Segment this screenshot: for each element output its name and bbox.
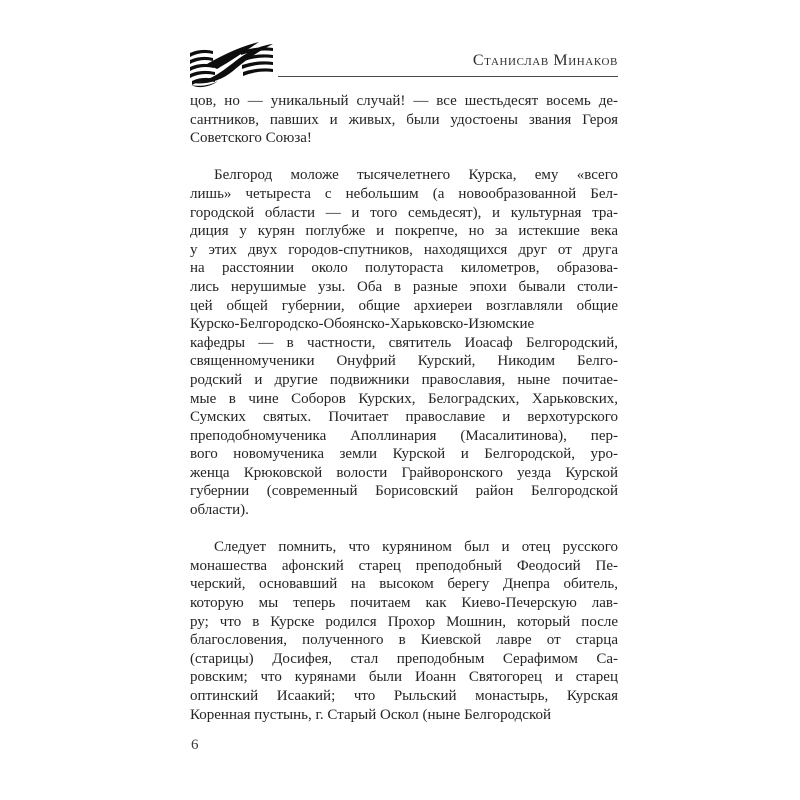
- text-line: цей общей губернии, общие архиереи возглавляли общие: [190, 297, 618, 314]
- text-line: диция у курян поглубже и покрепче, но за истекшие века: [190, 223, 618, 240]
- text-line: лишь» четыреста с небольшим (а новообразованной Бел-: [190, 185, 618, 202]
- header-rule: [278, 76, 618, 77]
- page-header: [190, 36, 618, 92]
- text-line: ру; что в Курске родился Прохор Мошнин, который после: [190, 613, 618, 630]
- text-line: области).: [190, 502, 249, 519]
- text-line: кафедры — в частности, святитель Иоасаф Белгородский,: [190, 334, 618, 351]
- text-line: Курско-Белгородско-Обоянско-Харьковско-Изюмские: [190, 316, 535, 333]
- paragraph: [190, 166, 618, 519]
- text-line: городской области — и того семьдесят), и культурная тра-: [190, 204, 618, 221]
- text-line: черский, основавший на высоком берегу Днепра обитель,: [190, 576, 618, 593]
- text-line: родский и другие подвижники православия, ныне почитае-: [190, 371, 618, 388]
- text-line: Коренная пустынь, г. Старый Оскол (ныне Белгородской: [190, 706, 552, 723]
- text-line: (старицы) Досифея, стал преподобным Серафимом Са-: [190, 650, 618, 667]
- wavy-flag-logo-icon: [187, 36, 275, 92]
- text-line: священномученики Онуфрий Курский, Никодим Белго-: [190, 353, 618, 370]
- text-line: оптинский Исаакий; что Рыльский монастырь, Курская: [190, 688, 618, 704]
- text-line: которую мы теперь почитаем как Киево-Печерскую лав-: [190, 595, 618, 612]
- paragraph: [190, 92, 618, 148]
- text-line: губернии (современный Борисовский район Белгородской: [190, 483, 618, 500]
- text-line: преподобномученика Аполлинария (Масалитинова), пер-: [190, 427, 618, 444]
- paragraph: [190, 538, 618, 724]
- text-line: Советского Союза!: [190, 130, 312, 147]
- text-line: Белгород моложе тысячелетнего Курска, ему «всего: [214, 167, 618, 184]
- text-line: монашества афонский старец преподобный Феодосий Пе-: [190, 557, 618, 574]
- text-line: цов, но — уникальный случай! — все шестьдесят восемь де-: [190, 93, 618, 109]
- text-line: на расстоянии около полутораста километров, образова-: [190, 260, 618, 277]
- text-line: ровским; что курянами были Иоанн Святогорец и старец: [190, 669, 618, 686]
- page-number: 6: [191, 737, 199, 753]
- text-line: вого новомученика земли Курской и Белгородской, уро-: [190, 446, 618, 463]
- text-line: лись нерушимые узы. Оба в разные эпохи бывали столи-: [190, 278, 618, 295]
- text-line: у этих двух городов-спутников, находящихся друг от друга: [190, 241, 618, 258]
- running-head-author: Станислав Минаков: [472, 52, 618, 69]
- text-line: Следует помнить, что курянином был и отец русского: [214, 539, 618, 556]
- text-line: женца Крюковской волости Грайворонского уезда Курской: [190, 464, 618, 481]
- text-line: сантников, павших и живых, были удостоены звания Героя: [190, 111, 618, 128]
- text-line: благословения, полученного в Киевской лавре от старца: [190, 632, 618, 649]
- text-line: мые в чине Соборов Курских, Белоградских, Харьковских,: [190, 390, 618, 407]
- page-text: [190, 92, 618, 724]
- text-line: Сумских святых. Почитает православие и верхотурского: [190, 409, 618, 426]
